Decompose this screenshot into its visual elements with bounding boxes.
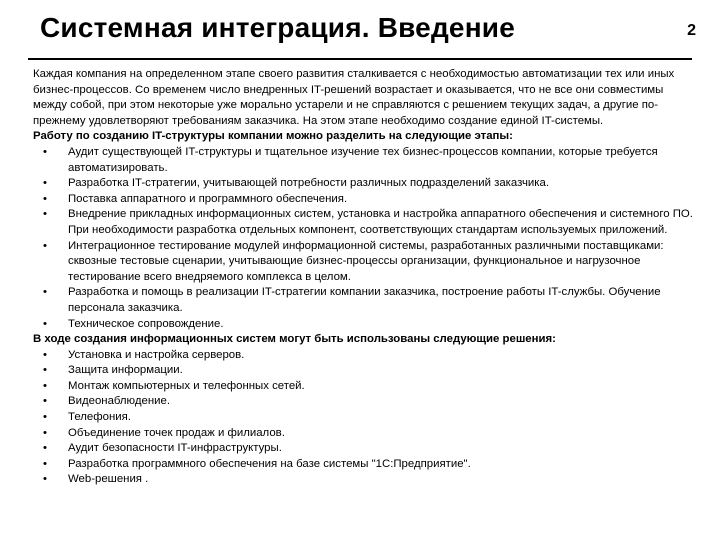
list-item [33,145,698,176]
bullet-icon: • [43,364,47,377]
list-item-text: Поставка аппаратного и программного обеспечения. [68,192,348,205]
slide-title: Системная интеграция. Введение [40,12,515,43]
solutions-heading: В ходе создания информационных систем могут быть использованы следующие решения: [33,333,556,346]
list-item-text: Разработка и помощь в реализации IT-стратегии компании заказчика, построение работы IT-службы. Обучение персонала заказчика. [68,286,661,314]
list-item-text: Видеонаблюдение. [68,395,170,408]
slide-body [33,67,698,488]
list-item-text: Аудит безопасности IT-инфраструктуры. [68,442,282,455]
list-item [33,176,698,192]
list-item [33,441,698,457]
list-item-text: Монтаж компьютерных и телефонных сетей. [68,379,305,392]
list-item-text: Разработка программного обеспечения на базе системы "1С:Предприятие". [68,457,471,470]
bullet-icon: • [43,208,47,221]
bullet-icon: • [43,395,47,408]
stages-heading: Работу по созданию IT-структуры компании можно разделить на следующие этапы: [33,130,513,143]
bullet-icon: • [43,457,47,470]
list-item [33,379,698,395]
page-number: 2 [687,22,696,39]
bullet-icon: • [43,442,47,455]
bullet-icon: • [43,317,47,330]
bullet-icon: • [43,348,47,361]
list-item [33,239,698,286]
list-item-text: Внедрение прикладных информационных систем, установка и настройка аппаратного обеспечения и системного ПО. При необходимости разработка отдельных компонент, соответствующих стандартам используемых приложений. [68,208,693,236]
list-item [33,394,698,410]
intro-paragraph: Каждая компания на определенном этапе своего развития сталкивается с необходимостью автоматизации тех или иных бизнес-процессов. Со временем число внедренных IT-решений возрастает и оказывается, что не все они совместимы между собой, при этом некоторые уже морально устарели и не справляются с решением текущих задач, а другие по-прежнему удовлетворяют требованиям заказчика. На этом этапе необходимо создание единой IT-системы. [33,68,675,127]
list-item-text: Web-решения . [68,473,149,486]
list-item-text: Техническое сопровождение. [68,317,224,330]
list-item [33,317,698,333]
list-item [33,285,698,316]
list-item [33,410,698,426]
list-item [33,207,698,238]
list-item-text: Интеграционное тестирование модулей информационной системы, разработанных различными поставщиками: сквозные тестовые сценарии, учитывающие бизнес-процессы организации, функциональное и нагрузочное тестирование всего внедряемого комплекса в целом. [68,239,664,283]
list-item [33,363,698,379]
list-item [33,192,698,208]
bullet-icon: • [43,177,47,190]
list-item-text: Телефония. [68,411,131,424]
bullet-icon: • [43,411,47,424]
solutions-list [33,348,698,488]
bullet-icon: • [43,379,47,392]
bullet-icon: • [43,286,47,299]
list-item [33,457,698,473]
bullet-icon: • [43,192,47,205]
list-item [33,348,698,364]
bullet-icon: • [43,145,47,158]
list-item-text: Разработка IT-стратегии, учитывающей потребности различных подразделений заказчика. [68,177,550,190]
list-item-text: Объединение точек продаж и филиалов. [68,426,285,439]
bullet-icon: • [43,426,47,439]
list-item [33,472,698,488]
list-item-text: Аудит существующей IT-структуры и тщательное изучение тех бизнес-процессов компании, которые требуется автоматизировать. [68,145,658,174]
list-item-text: Установка и настройка серверов. [68,348,245,361]
bullet-icon: • [43,473,47,486]
bullet-icon: • [43,239,47,252]
list-item [33,426,698,442]
stages-list [33,145,698,332]
list-item-text: Защита информации. [68,364,183,377]
title-divider [28,58,692,60]
